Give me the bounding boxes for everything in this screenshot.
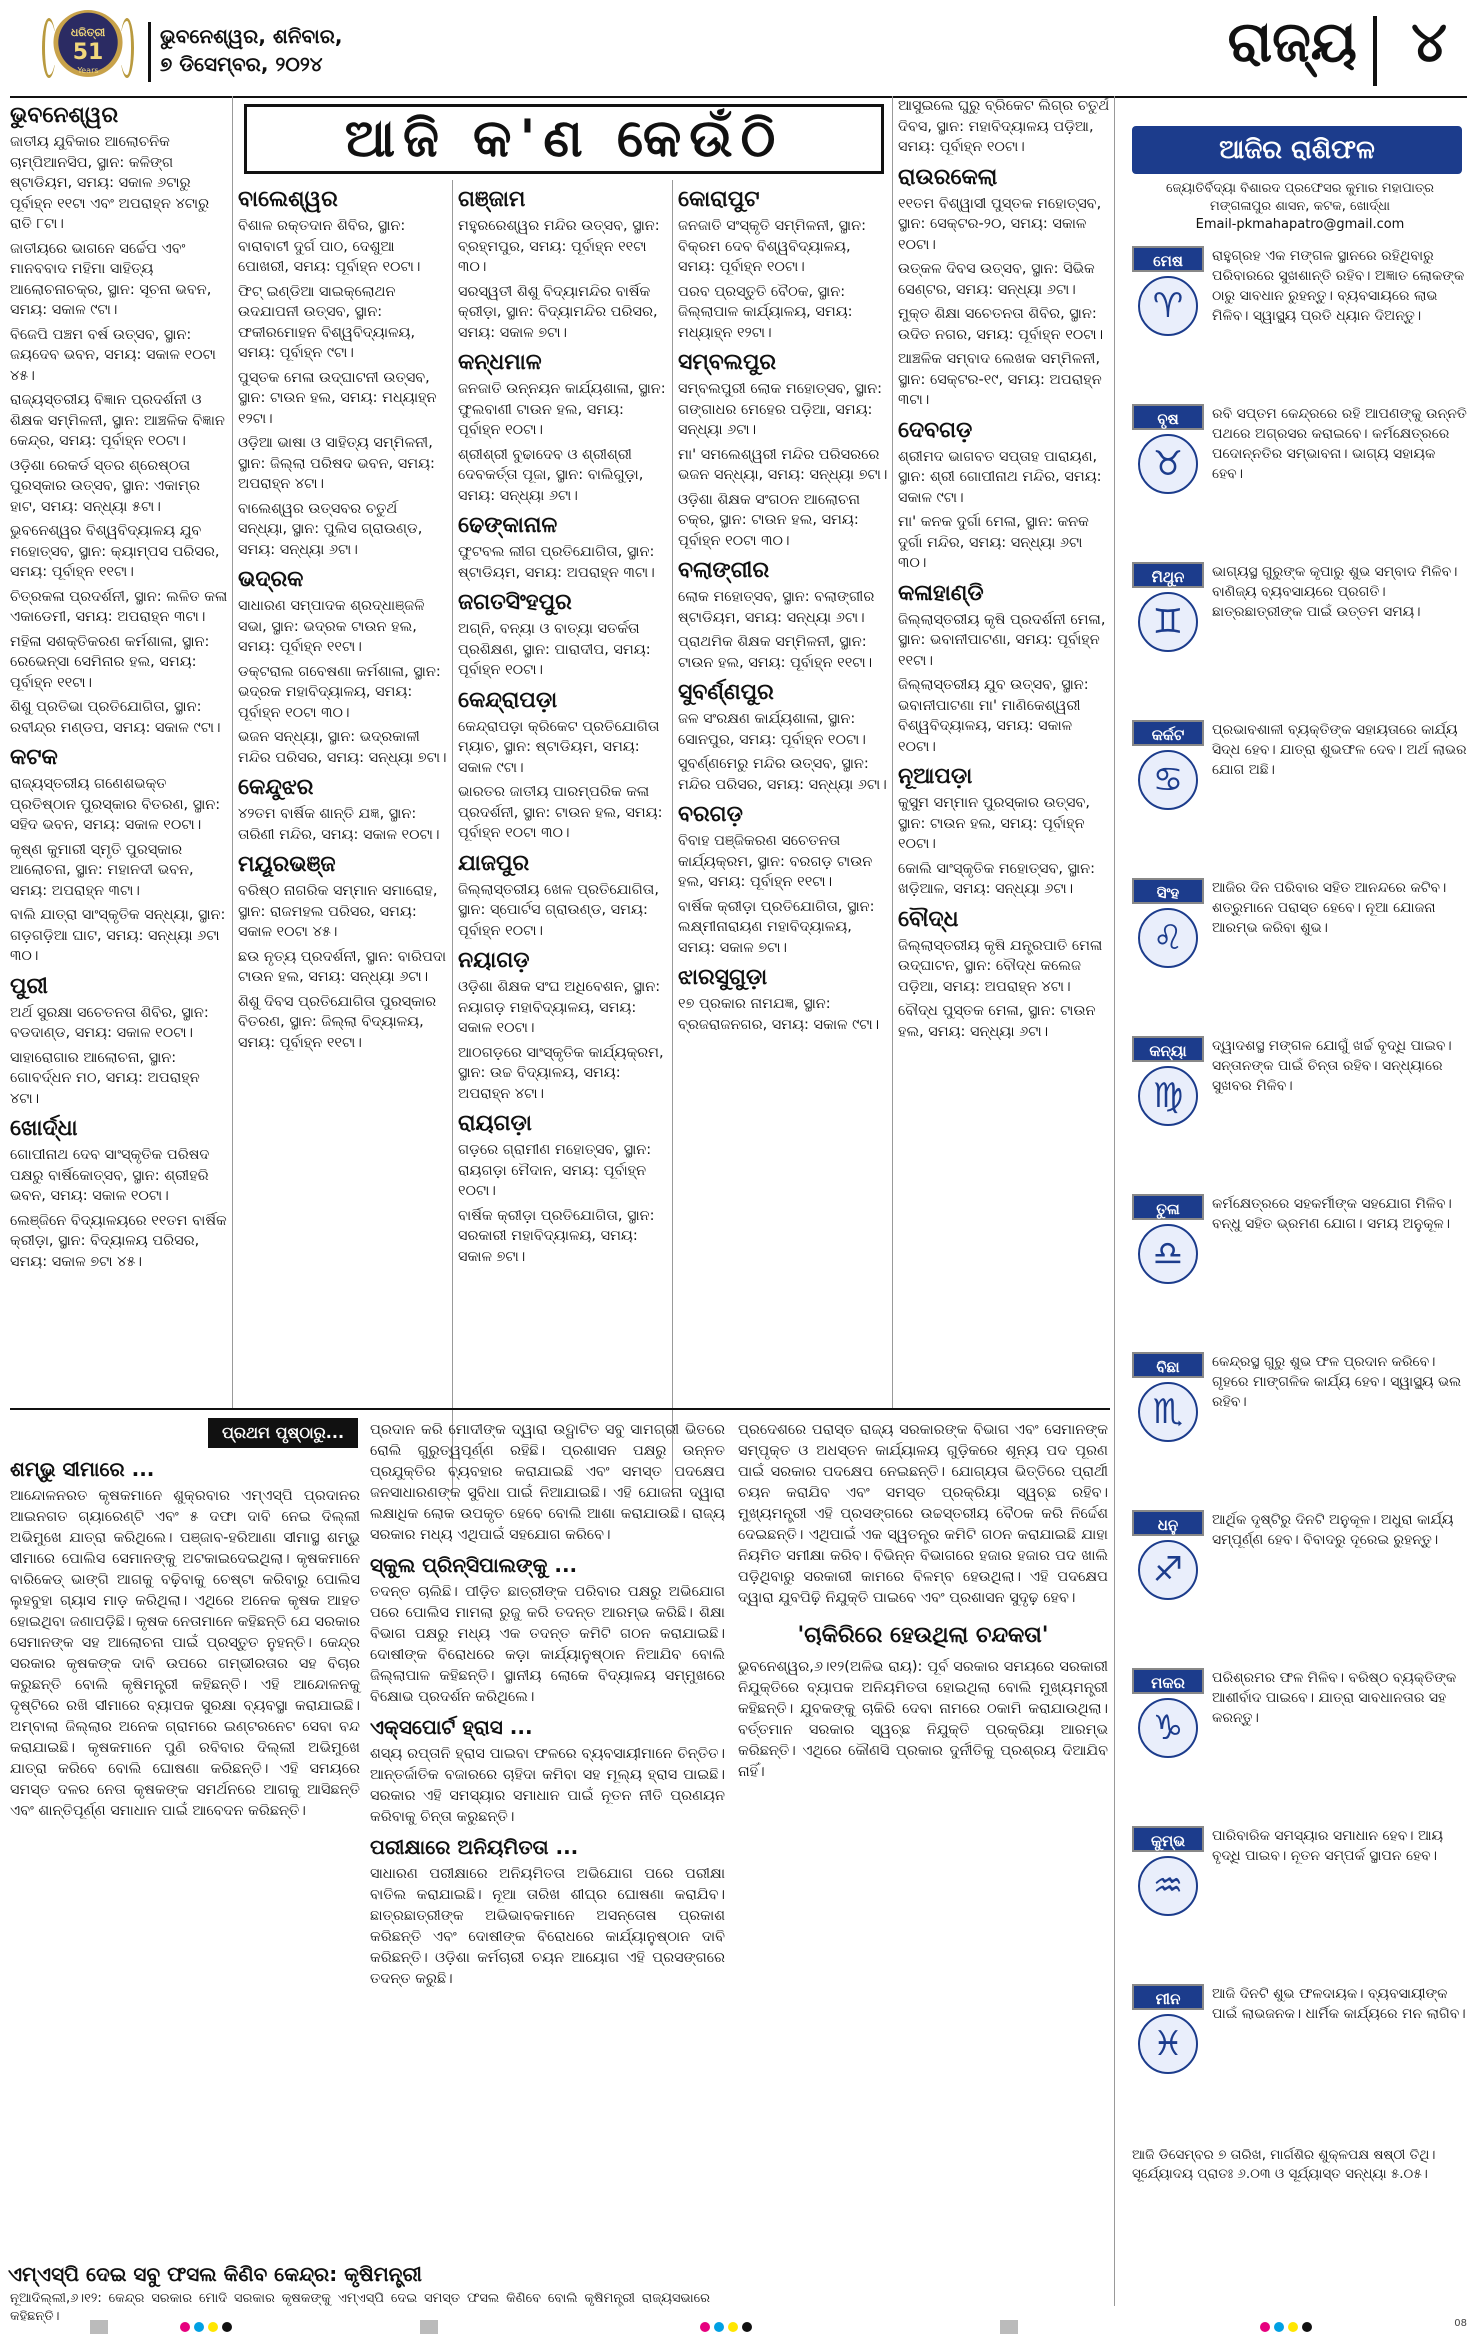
event-listing: ପରବ ପ୍ରସ୍ତୁତି ବୈଠକ, ସ୍ଥାନ: ଜିଲ୍ଲାପାଳ କାର୍ଯ୍ୟାଳୟ, ସମୟ: ମଧ୍ୟାହ୍ନ ୧୨ଟା। (678, 283, 853, 341)
zodiac-prediction: କର୍ମକ୍ଷେତ୍ରରେ ସହକର୍ମୀଙ୍କ ସହଯୋଗ ମିଳିବ। ବନ୍ଧୁ ସହିତ ଭ୍ରମଣ ଯୋଗ। ସମୟ ଅନୁକୂଳ। (1212, 1196, 1452, 1232)
event-listing: ଗଡ଼ରେ ଗ୍ରାମୀଣ ମହୋତ୍ସବ, ସ୍ଥାନ: ରାୟଗଡ଼ା ମୈଦାନ, ସମୟ: ପୂର୍ବାହ୍ନ ୧୦ଟା। (458, 1142, 652, 1199)
event-listing: ଜଳ ସଂରକ୍ଷଣ କାର୍ଯ୍ୟଶାଳା, ସ୍ଥାନ: ସୋନପୁର, ସମୟ: ପୂର୍ବାହ୍ନ ୧୦ଟା। (678, 711, 866, 748)
district-heading: ରାଉରକେଲା (898, 164, 998, 190)
zodiac-prediction: ଦ୍ୱାଦଶସ୍ଥ ମଙ୍ଗଳ ଯୋଗୁଁ ଖର୍ଚ୍ଚ ବୃଦ୍ଧି ପାଇବ। ସନ୍ତାନଙ୍କ ପାଇଁ ଚିନ୍ତା ରହିବ। ସନ୍ଧ୍ୟାରେ ସୁଖବର ମିଳିବ। (1212, 1038, 1452, 1094)
zodiac-entry (1132, 1036, 1472, 1186)
zodiac-entry (1132, 1984, 1472, 2134)
event-listing: ୧୧ତମ ବିଶ୍ୱାସୀ ପୁସ୍ତକ ମହୋତ୍ସବ, ସ୍ଥାନ: ସେକ୍ଟର-୨୦, ସମୟ: ସକାଳ ୧୦ଟା। (898, 195, 1102, 253)
column-divider (452, 180, 453, 1492)
magenta-swatch-icon (180, 2322, 190, 2332)
district-heading: ଭୁବନେଶ୍ୱର (10, 103, 119, 128)
district-heading: କଟକ (10, 745, 58, 770)
black-swatch-icon (222, 2322, 232, 2332)
event-listing: ଜାତୀୟ ଯୁବିକାର ଆଲୋଚନିକ ଚାମ୍ପିଆନସିପ, ସ୍ଥାନ: କଳିଙ୍ଗ ଷ୍ଟାଡିୟମ, ସମୟ: ସକାଳ ୬ଟାରୁ ପୂର୍ବାହ୍ନ ୧୧ଟା ଏବଂ ଅପରାହ୍ନ ୪ଟାରୁ ରାତି ୮ଟା। (10, 134, 210, 232)
article-body: ପ୍ରଦେଶରେ ପରାସ୍ତ ରାଜ୍ୟ ସରକାରଙ୍କ ବିଭାଗ ଏବଂ ସେମାନଙ୍କ ସମ୍ପୃକ୍ତ ଓ ଅଧସ୍ତନ କାର୍ଯ୍ୟାଳୟ ଗୁଡ଼ିକରେ ଶୂନ୍ୟ ପଦ ପୂରଣ ପାଇଁ ସରକାର ପଦକ୍ଷେପ ନେଇଛନ୍ତି। ଯୋଗ୍ୟତା ଭିତ୍ତିରେ ପ୍ରାର୍ଥୀ ଚୟନ କରାଯିବ ଏବଂ ସମସ୍ତ ପ୍ରକ୍ରିୟା ସ୍ୱଚ୍ଛ ରହିବ। ମୁଖ୍ୟମନ୍ତ୍ରୀ ଏହି ପ୍ରସଙ୍ଗରେ ଉଚ୍ଚସ୍ତରୀୟ ବୈଠକ କରି ନିର୍ଦ୍ଦେଶ ଦେଇଛନ୍ତି। ଏଥିପାଇଁ ଏକ ସ୍ୱତନ୍ତ୍ର କମିଟି ଗଠନ କରାଯାଇଛି ଯାହା ନିୟମିତ ସମୀକ୍ଷା କରିବ। ବିଭିନ୍ନ ବିଭାଗରେ ହଜାର ହଜାର ପଦ ଖାଲି ପଡ଼ିଥିବାରୁ ସରକାରୀ କାମରେ ବିଳମ୍ବ ହେଉଥିଲା। ଏହି ପଦକ୍ଷେପ ଦ୍ୱାରା ଯୁବପିଢ଼ି ନିଯୁକ୍ତି ପାଇବେ ଏବଂ ପ୍ରଶାସନ ସୁଦୃଢ଼ ହେବ। (738, 1422, 1108, 1606)
event-listing: ଭଜନ ସନ୍ଧ୍ୟା, ସ୍ଥାନ: ଭଦ୍ରକାଳୀ ମନ୍ଦିର ପରିସର, ସମୟ: ସନ୍ଧ୍ୟା ୭ଟା। (238, 729, 447, 766)
registration-bar (1000, 2320, 1018, 2334)
black-swatch-icon (1302, 2322, 1312, 2332)
event-listing: ଓଡ଼ିଶା ଶିକ୍ଷକ ସଂଗଠନ ଆଲୋଚନା ଚକ୍ର, ସ୍ଥାନ: ଟାଉନ ହଲ, ସମୟ: ପୂର୍ବାହ୍ନ ୧୦ଟା ୩୦। (678, 491, 860, 549)
panchang-note: ଆଜି ଡିସେମ୍ବର ୭ ତାରିଖ, ମାର୍ଗଶିର ଶୁକ୍ଳପକ୍ଷ ଷଷ୍ଠୀ ତିଥି। ସୂର୍ଯ୍ୟୋଦୟ ପ୍ରାତଃ ୬.୦୩ ଓ ସୂର୍ଯ୍ୟାସ୍ତ ସନ୍ଧ୍ୟା ୫.୦୫। (1132, 2147, 1436, 2182)
district-heading: ଯାଜପୁର (458, 850, 530, 876)
event-listing: ସରସ୍ୱତୀ ଶିଶୁ ବିଦ୍ୟାମନ୍ଦିର ବାର୍ଷିକ କ୍ରୀଡ଼ା, ସ୍ଥାନ: ବିଦ୍ୟାମନ୍ଦିର ପରିସର, ସମୟ: ସକାଳ ୭ଟା। (458, 283, 658, 341)
event-listing: ବାର୍ଷିକ କ୍ରୀଡ଼ା ପ୍ରତିଯୋଗିତା, ସ୍ଥାନ: ସରକାରୀ ମହାବିଦ୍ୟାଳୟ, ସମୟ: ସକାଳ ୭ଟା। (458, 1207, 655, 1265)
horoscope-panel (1120, 96, 1477, 2296)
event-listing: ଆଞ୍ଚଳିକ ସମ୍ବାଦ ଲେଖକ ସମ୍ମିଳନୀ, ସ୍ଥାନ: ସେକ୍ଟର-୧୯, ସମୟ: ଅପରାହ୍ନ ୩ଟା। (898, 351, 1102, 408)
zodiac-symbol-icon: ♊ (1138, 592, 1198, 652)
zodiac-symbol-icon: ♏ (1138, 1382, 1198, 1442)
bottom-column-3 (738, 1420, 1108, 2300)
dateline-divider (148, 22, 151, 82)
event-listing: ଜିଲ୍ଲାସ୍ତରୀୟ ଖେଳ ପ୍ରତିଯୋଗିତା, ସ୍ଥାନ: ସ୍ପୋର୍ଟସ ଗ୍ରାଉଣ୍ଡ, ସମୟ: ପୂର୍ବାହ୍ନ ୧୦ଟା। (458, 881, 659, 939)
event-listing: କୁସୁମ ସମ୍ମାନ ପୁରସ୍କାର ଉତ୍ସବ, ସ୍ଥାନ: ଟାଉନ ହଲ, ସମୟ: ପୂର୍ବାହ୍ନ ୧୦ଟା। (898, 795, 1090, 852)
event-listing: ପୁସ୍ତକ ମେଳା ଉଦ୍‌ଘାଟନୀ ଉତ୍ସବ, ସ୍ଥାନ: ଟାଉନ ହଲ, ସମୟ: ମଧ୍ୟାହ୍ନ ୧୨ଟା। (238, 369, 437, 427)
event-listing: ଭାରତର ଜାତୀୟ ପାରମ୍ପରିକ କଳା ପ୍ରଦର୍ଶନୀ, ସ୍ଥାନ: ଟାଉନ ହଲ, ସମୟ: ପୂର୍ବାହ୍ନ ୧୦ଟା ୩୦। (458, 784, 663, 841)
article-heading: ପରୀକ୍ଷାରେ ଅନିୟମିତତା ... (370, 1835, 579, 1859)
event-listing: ଜନଜାତି ଉନ୍ନୟନ କାର୍ଯ୍ୟଶାଳା, ସ୍ଥାନ: ଫୁଲବାଣୀ ଟାଉନ ହଲ, ସମୟ: ପୂର୍ବାହ୍ନ ୧୦ଟା। (458, 381, 666, 438)
event-listing: ରାଜ୍ୟସ୍ତରୀୟ ବିଜ୍ଞାନ ପ୍ରଦର୍ଶନୀ ଓ ଶିକ୍ଷକ ସମ୍ମିଳନୀ, ସ୍ଥାନ: ଆଞ୍ଚଳିକ ବିଜ୍ଞାନ କେନ୍ଦ୍ର, ସମୟ: ପୂର୍ବାହ୍ନ ୧୦ଟା। (10, 392, 225, 449)
event-listing: ଆଠଗଡ଼ରେ ସାଂସ୍କୃତିକ କାର୍ଯ୍ୟକ୍ରମ, ସ୍ଥାନ: ଉଚ୍ଚ ବିଦ୍ୟାଳୟ, ସମୟ: ଅପରାହ୍ନ ୪ଟା। (458, 1044, 664, 1102)
district-heading: କେନ୍ଦୁଝର (238, 775, 314, 800)
zodiac-symbol-icon: ♐ (1138, 1540, 1198, 1600)
yellow-swatch-icon (208, 2322, 218, 2332)
zodiac-name: କୁମ୍ଭ (1132, 1826, 1204, 1852)
logo-brand: ଧରିତ୍ରୀ (70, 26, 106, 39)
district-heading: ଢେଙ୍କାନାଳ (458, 513, 558, 538)
event-listing: ବାଲେଶ୍ୱର ଉତ୍ସବର ଚତୁର୍ଥ ସନ୍ଧ୍ୟା, ସ୍ଥାନ: ପୁଲିସ ଗ୍ରାଉଣ୍ଡ, ସମୟ: ସନ୍ଧ୍ୟା ୬ଟା। (238, 500, 423, 558)
zodiac-prediction: ଆଜିର ଦିନ ପରିବାର ସହିତ ଆନନ୍ଦରେ କଟିବ। ଶତ୍ରୁମାନେ ପରାସ୍ତ ହେବେ। ନୂଆ ଯୋଜନା ଆରମ୍ଭ କରିବା ଶୁଭ। (1212, 880, 1447, 936)
event-listing: ବାଲି ଯାତ୍ରା ସାଂସ୍କୃତିକ ସନ୍ଧ୍ୟା, ସ୍ଥାନ: ଗଡ଼ଗଡ଼ିଆ ଘାଟ, ସମୟ: ସନ୍ଧ୍ୟା ୬ଟା ୩୦। (10, 907, 226, 964)
event-listing: ୧୭ ପ୍ରକାର ନାମଯଜ୍ଞ, ସ୍ଥାନ: ବ୍ରଜରାଜନଗର, ସମୟ: ସକାଳ ୯ଟା। (678, 996, 880, 1033)
district-heading: ପୁରୀ (10, 973, 48, 999)
article-body: ପ୍ରଦାନ କରି ମୋଦୀଙ୍କ ଦ୍ୱାରା ଉଦ୍ଘାଟିତ ସବୁ ସାମଗ୍ରୀ ଭିତରେ ରୋଲି ଗୁରୁତ୍ୱପୂର୍ଣ୍ଣ ରହିଛି। ପ୍ରଶାସନ ପକ୍ଷରୁ ଉନ୍ନତ ପ୍ରଯୁକ୍ତିର ବ୍ୟବହାର କରାଯାଇଛି ଏବଂ ସମସ୍ତ ପଦକ୍ଷେପ ଜନସାଧାରଣଙ୍କ ସୁବିଧା ପାଇଁ ନିଆଯାଇଛି। ଏହି ଯୋଜନା ଦ୍ୱାରା ଲକ୍ଷାଧିକ ଲୋକ ଉପକୃତ ହେବେ ବୋଲି ଆଶା କରାଯାଉଛି। ରାଜ୍ୟ ସରକାର ମଧ୍ୟ ଏଥିପାଇଁ ସହଯୋଗ କରିବେ। (370, 1422, 725, 1543)
zodiac-name: ମୀନ (1132, 1984, 1204, 2010)
folio-code: 08 (1454, 2318, 1467, 2329)
page-number-divider (1373, 16, 1377, 86)
event-listing: କୋଲି ସାଂସ୍କୃତିକ ମହୋତ୍ସବ, ସ୍ଥାନ: ଖଡ଼ିଆଳ, ସମୟ: ସନ୍ଧ୍ୟା ୬ଟା। (898, 860, 1096, 897)
district-heading: ରାୟଗଡ଼ା (458, 1111, 532, 1136)
dateline-place-day: ଭୁବନେଶ୍ୱର, ଶନିବାର, (160, 24, 343, 48)
event-listing: ସାହାରୋଗାର ଆଲୋଚନା, ସ୍ଥାନ: ଗୋବର୍ଦ୍ଧନ ମଠ, ସମୟ: ଅପରାହ୍ନ ୪ଟା। (10, 1049, 200, 1107)
zodiac-symbol-icon: ♒ (1138, 1856, 1198, 1916)
event-listing: ଓଡ଼ିଆ ଭାଷା ଓ ସାହିତ୍ୟ ସମ୍ମିଳନୀ, ସ୍ଥାନ: ଜିଲ୍ଲା ପରିଷଦ ଭବନ, ସମୟ: ଅପରାହ୍ନ ୪ଟା। (238, 435, 435, 492)
astrologer-address: ମଙ୍ଗଳାପୁର ଶାସନ, କଟକ, ଖୋର୍ଦ୍ଧା (1210, 199, 1390, 214)
district-heading: ବଲାଙ୍ଗୀର (678, 558, 770, 583)
district-heading: ସମ୍ବଲପୁର (678, 350, 777, 375)
column-divider (892, 96, 893, 1408)
event-listing: ଲୋକ ମହୋତ୍ସବ, ସ୍ଥାନ: ବଲାଙ୍ଗୀର ଷ୍ଟାଡିୟମ, ସମୟ: ସନ୍ଧ୍ୟା ୬ଟା। (678, 589, 875, 626)
events-column-3 (458, 180, 668, 1406)
event-listing: ମୁକ୍ତ ଶିକ୍ଷା ସଚେତନତା ଶିବିର, ସ୍ଥାନ: ଉଦିତ ନଗର, ସମୟ: ପୂର୍ବାହ୍ନ ୧୦ଟା। (898, 306, 1104, 343)
laurel-right-icon (120, 18, 134, 78)
event-listing: ସାଧାରଣ ସମ୍ପାଦକ ଶ୍ରଦ୍ଧାଞ୍ଜଳି ସଭା, ସ୍ଥାନ: ଭଦ୍ରକ ଟାଉନ ହଲ, ସମୟ: ପୂର୍ବାହ୍ନ ୧୧ଟା। (238, 598, 425, 655)
event-listing: ଉତ୍କଳ ଦିବସ ଉତ୍ସବ, ସ୍ଥାନ: ସିଭିକ ସେଣ୍ଟର, ସମୟ: ସନ୍ଧ୍ୟା ୬ଟା। (898, 261, 1095, 298)
zodiac-prediction: ରବି ସପ୍ତମ କେନ୍ଦ୍ରରେ ରହି ଆପଣଙ୍କୁ ଉନ୍ନତି ପଥରେ ଅଗ୍ରସର କରାଇବେ। କର୍ମକ୍ଷେତ୍ରରେ ପଦୋନ୍ନତିର ସମ୍ଭାବନା। ଭାଗ୍ୟ ସହାୟକ ହେବ। (1212, 406, 1467, 482)
zodiac-prediction: ପାରିବାରିକ ସମସ୍ୟାର ସମାଧାନ ହେବ। ଆୟ ବୃଦ୍ଧି ପାଇବ। ନୂତନ ସମ୍ପର୍କ ସ୍ଥାପନ ହେବ। (1212, 1828, 1444, 1864)
event-listing: ଓଡ଼ିଶା ରେକର୍ଡ ସ୍ତର ଶ୍ରେଷ୍ଠତା ପୁରସ୍କାର ଉତ୍ସବ, ସ୍ଥାନ: ଏକାମ୍ର ହାଟ, ସମୟ: ସନ୍ଧ୍ୟା ୫ଟା। (10, 457, 200, 515)
cyan-swatch-icon (1274, 2322, 1284, 2332)
article-body: ସାଧାରଣ ପରୀକ୍ଷାରେ ଅନିୟମିତତା ଅଭିଯୋଗ ପରେ ପରୀକ୍ଷା ବାତିଲ କରାଯାଇଛି। ନୂଆ ତାରିଖ ଶୀଘ୍ର ଘୋଷଣା କରାଯିବ। ଛାତ୍ରଛାତ୍ରୀଙ୍କ ଅଭିଭାବକମାନେ ଅସନ୍ତୋଷ ପ୍ରକାଶ କରିଛନ୍ତି ଏବଂ ଦୋଷୀଙ୍କ ବିରୋଧରେ କାର୍ଯ୍ୟାନୁଷ୍ଠାନ ଦାବି କରିଛନ୍ତି। ଓଡ଼ିଶା କର୍ମଚାରୀ ଚୟନ ଆୟୋଗ ଏହି ପ୍ରସଙ୍ଗରେ ତଦନ୍ତ କରୁଛି। (370, 1866, 725, 1987)
print-footer (0, 2310, 1477, 2339)
event-listing: ଜନଜାତି ସଂସ୍କୃତି ସମ୍ମିଳନୀ, ସ୍ଥାନ: ବିକ୍ରମ ଦେବ ବିଶ୍ୱବିଦ୍ୟାଳୟ, ସମୟ: ପୂର୍ବାହ୍ନ ୧୦ଟା। (678, 218, 866, 275)
district-heading: ବରଗଡ଼ (678, 802, 743, 827)
zodiac-entry (1132, 1352, 1472, 1502)
event-listing: ଅର୍ଥ ସୁରକ୍ଷା ସଚେତନତା ଶିବିର, ସ୍ଥାନ: ବଡଦାଣ୍ଡ, ସମୟ: ସକାଳ ୧୦ଟା। (10, 1004, 209, 1041)
event-listing: ୪୨ତମ ବାର୍ଷିକ ଶାନ୍ତି ଯଜ୍ଞ, ସ୍ଥାନ: ତାରିଣୀ ମନ୍ଦିର, ସମୟ: ସକାଳ ୧୦ଟା। (238, 806, 440, 843)
district-heading: ଗଞ୍ଜାମ (458, 187, 526, 212)
black-swatch-icon (742, 2322, 752, 2332)
district-heading: କଳାହାଣ୍ଡି (898, 580, 984, 606)
article-heading: ଶମ୍ଭୁ ସୀମାରେ ... (10, 1457, 155, 1481)
district-heading: ବାଲେଶ୍ୱର (238, 187, 338, 212)
zodiac-entry (1132, 1510, 1472, 1660)
events-column-1 (10, 96, 228, 1406)
zodiac-symbol-icon: ♎ (1138, 1224, 1198, 1284)
zodiac-prediction: କେନ୍ଦ୍ରସ୍ଥ ଗୁରୁ ଶୁଭ ଫଳ ପ୍ରଦାନ କରିବେ। ଗୃହରେ ମାଙ୍ଗଳିକ କାର୍ଯ୍ୟ ହେବ। ସ୍ୱାସ୍ଥ୍ୟ ଭଲ ରହିବ। (1212, 1354, 1462, 1410)
zodiac-symbol-icon: ♈ (1138, 276, 1198, 336)
event-listing: ଜାତୀୟରେ ଭାଗନେ ସର୍ଚ୍ଚେପ ଏବଂ ମାନବବାଦ ମହିମା ସାହିତ୍ୟ ଆଲୋଚନାଚକ୍ର, ସ୍ଥାନ: ସୂଚନା ଭବନ, ସମୟ: ସକାଳ ୯ଟା। (10, 240, 212, 318)
registration-bar (420, 2320, 438, 2334)
event-listing: ସମ୍ବଲପୁରୀ ଲୋକ ମହୋତ୍ସବ, ସ୍ଥାନ: ଗଙ୍ଗାଧର ମେହେର ପଡ଼ିଆ, ସମୟ: ସନ୍ଧ୍ୟା ୬ଟା। (678, 381, 883, 438)
zodiac-symbol-icon: ♋ (1138, 750, 1198, 810)
zodiac-name: ମେଷ (1132, 246, 1204, 272)
zodiac-prediction: ଆର୍ଥିକ ଦୃଷ୍ଟିରୁ ଦିନଟି ଅନୁକୂଳ। ଅଧୁରା କାର୍ଯ୍ୟ ସମ୍ପୂର୍ଣ୍ଣ ହେବ। ବିବାଦରୁ ଦୂରେଇ ରୁହନ୍ତୁ। (1212, 1512, 1454, 1548)
zodiac-prediction: ରାହୁଗ୍ରହ ଏକ ମଙ୍ଗଳ ସ୍ଥାନରେ ରହିଥିବାରୁ ପରିବାରରେ ସୁଖଶାନ୍ତି ରହିବ। ଅଜ୍ଞାତ ଲୋକଙ୍କ ଠାରୁ ସାବଧାନ ରୁହନ୍ତୁ। ବ୍ୟବସାୟରେ ଲାଭ ମିଳିବ। ସ୍ୱାସ୍ଥ୍ୟ ପ୍ରତି ଧ୍ୟାନ ଦିଅନ୍ତୁ। (1212, 248, 1465, 324)
district-heading: ଭଦ୍ରକ (238, 567, 304, 592)
zodiac-entry (1132, 1194, 1472, 1344)
event-listing: ଓଡ଼ିଶା ଶିକ୍ଷକ ସଂଘ ଅଧିବେଶନ, ସ୍ଥାନ: ନୟାଗଡ଼ ମହାବିଦ୍ୟାଳୟ, ସମୟ: ସକାଳ ୧୦ଟା। (458, 979, 661, 1036)
zodiac-symbol-icon: ♌ (1138, 908, 1198, 968)
zodiac-name: ମକର (1132, 1668, 1204, 1694)
event-listing: ଜିଲ୍ଲାସ୍ତରୀୟ କୃଷି ପ୍ରଦର୍ଶନୀ ମେଳା, ସ୍ଥାନ: ଭବାନୀପାଟଣା, ସମୟ: ପୂର୍ବାହ୍ନ ୧୧ଟା। (898, 611, 1106, 669)
event-listing: କେନ୍ଦ୍ରାପଡ଼ା କ୍ରିକେଟ ପ୍ରତିଯୋଗିତା ମ୍ୟାଚ, ସ୍ଥାନ: ଷ୍ଟାଡିୟମ, ସମୟ: ସକାଳ ୯ଟା। (458, 718, 660, 776)
column-divider (672, 180, 673, 1492)
district-heading: ମୟୂରଭଞ୍ଜ (238, 852, 336, 877)
sub-article-body: ନୂଆଦିଲ୍ଲୀ,୬।୧୨: କେନ୍ଦ୍ର ସରକାର ମୋଦି ସରକାର କୃଷକଙ୍କୁ ଏମ୍‌ଏସ୍‌ପି ଦେଇ ସମସ୍ତ ଫସଲ କିଣିବେ ବୋଲି କୃଷିମନ୍ତ୍ରୀ ରାଜ୍ୟସଭାରେ କହିଛନ୍ତି। (10, 2291, 710, 2324)
event-listing: ଆସୁଇଲେ ଘୁରୁ ବ୍ରିକେଟ ଲିଗ୍‌ର ଚତୁର୍ଥ ଦିବସ, ସ୍ଥାନ: ମହାବିଦ୍ୟାଳୟ ପଡ଼ିଆ, ସମୟ: ପୂର୍ବାହ୍ନ ୧୦ଟା। (898, 98, 1110, 155)
event-listing: ମା' ସମଲେଶ୍ୱରୀ ମନ୍ଦିର ପରିସରରେ ଭଜନ ସନ୍ଧ୍ୟା, ସମୟ: ସନ୍ଧ୍ୟା ୭ଟା। (678, 446, 888, 483)
event-listing: ଶ୍ରୀମଦ ଭାଗବତ ସପ୍ତାହ ପାରାୟଣ, ସ୍ଥାନ: ଶ୍ରୀ ଗୋପୀନାଥ ମନ୍ଦିର, ସମୟ: ସକାଳ ୯ଟା। (898, 448, 1102, 506)
zodiac-entry (1132, 1826, 1472, 1976)
magenta-swatch-icon (1260, 2322, 1270, 2332)
zodiac-prediction: ଆଜି ଦିନଟି ଶୁଭ ଫଳଦାୟକ। ବ୍ୟବସାୟୀଙ୍କ ପାଇଁ ଲାଭଜନକ। ଧାର୍ମିକ କାର୍ଯ୍ୟରେ ମନ ଲାଗିବ। (1212, 1986, 1466, 2022)
zodiac-entry (1132, 562, 1472, 712)
zodiac-prediction: ପରିଶ୍ରମର ଫଳ ମିଳିବ। ବରିଷ୍ଠ ବ୍ୟକ୍ତିଙ୍କ ଆଶୀର୍ବାଦ ପାଇବେ। ଯାତ୍ରା ସାବଧାନତାର ସହ କରନ୍ତୁ। (1212, 1670, 1457, 1726)
dateline-date: ୭ ଡିସେମ୍ବର, ୨୦୨୪ (160, 52, 323, 76)
zodiac-name: ସିଂହ (1132, 878, 1204, 904)
event-listing: ଜିଲ୍ଲାସ୍ତରୀୟ କୃଷି ଯନ୍ତ୍ରପାତି ମେଳା ଉଦ୍‌ଘାଟନ, ସ୍ଥାନ: ବୌଦ୍ଧ କଲେଜ ପଡ଼ିଆ, ସମୟ: ଅପରାହ୍ନ ୪ଟା। (898, 937, 1103, 995)
page-number: ୪ (1411, 10, 1447, 75)
zodiac-name: ତୁଳା (1132, 1194, 1204, 1220)
zodiac-symbol-icon: ♓ (1138, 2014, 1198, 2074)
front-page-continued-tag: ପ୍ରଥମ ପୃଷ୍ଠାରୁ... (208, 1418, 358, 1448)
section-title: ରାଜ୍ୟ (1227, 10, 1357, 75)
event-listing: ଛଉ ନୃତ୍ୟ ପ୍ରଦର୍ଶନୀ, ସ୍ଥାନ: ବାରିପଦା ଟାଉନ ହଲ, ସମୟ: ସନ୍ଧ୍ୟା ୬ଟା। (238, 948, 447, 985)
event-listing: ଫିଟ୍ ଇଣ୍ଡିଆ ସାଇକ୍ଲୋଥନ ଉଦଯାପନୀ ଉତ୍ସବ, ସ୍ଥାନ: ଫକୀରମୋହନ ବିଶ୍ୱବିଦ୍ୟାଳୟ, ସମୟ: ପୂର୍ବାହ୍ନ ୯ଟା। (238, 283, 416, 361)
astrologer-name: ଜ୍ୟୋତିର୍ବିଦ୍ୟା ବିଶାରଦ ପ୍ରଫେସର କୁମାର ମହାପାତ୍ର (1166, 181, 1434, 196)
sub-headline: ଏମ୍‌ଏସ୍‌ପି ଦେଇ ସବୁ ଫସଲ କିଣିବ କେନ୍ଦ୍ର: କୃଷିମନ୍ତ୍ରୀ (8, 2262, 422, 2286)
article-body: ତଦନ୍ତ ଚାଲିଛି। ପୀଡ଼ିତ ଛାତ୍ରୀଙ୍କ ପରିବାର ପକ୍ଷରୁ ଅଭିଯୋଗ ପରେ ପୋଲିସ ମାମଲା ରୁଜୁ କରି ତଦନ୍ତ ଆରମ୍ଭ କରିଛି। ଶିକ୍ଷା ବିଭାଗ ପକ୍ଷରୁ ମଧ୍ୟ ଏକ ତଦନ୍ତ କମିଟି ଗଠନ କରାଯାଇଛି। ଦୋଷୀଙ୍କ ବିରୋଧରେ କଡ଼ା କାର୍ଯ୍ୟାନୁଷ୍ଠାନ ନିଆଯିବ ବୋଲି ଜିଲ୍ଲାପାଳ କହିଛନ୍ତି। ସ୍ଥାନୀୟ ଲୋକେ ବିଦ୍ୟାଳୟ ସମ୍ମୁଖରେ ବିକ୍ଷୋଭ ପ୍ରଦର୍ଶନ କରିଥିଲେ। (370, 1584, 725, 1705)
zodiac-name: କର୍କଟ (1132, 720, 1204, 746)
district-heading: ଝାରସୁଗୁଡ଼ା (678, 965, 768, 990)
article-body: ଆନ୍ଦୋଳନରତ କୃଷକମାନେ ଶୁକ୍ରବାର ଏମ୍‌ଏସ୍‌ପି ପ୍ରଦାନର ଆଇନଗତ ଗ୍ୟାରେଣ୍ଟି ଏବଂ ୫ ଦଫା ଦାବି ନେଇ ଦିଲ୍ଲୀ ଅଭିମୁଖେ ଯାତ୍ରା କରିଥିଲେ। ପଞ୍ଜାବ-ହରିଆଣା ସୀମାସ୍ଥ ଶମ୍ଭୁ ସୀମାରେ ପୋଲିସ ସେମାନଙ୍କୁ ଅଟକାଇଦେଇଥିଲା। କୃଷକମାନେ ବାରିକେଡ୍ ଭାଙ୍ଗି ଆଗକୁ ବଢ଼ିବାକୁ ଚେଷ୍ଟା କରିବାରୁ ପୋଲିସ ଲୁହବୁହା ଗ୍ୟାସ ମାଡ଼ କରିଥିଲା। ଏଥିରେ ଅନେକ କୃଷକ ଆହତ ହୋଇଥିବା ଜଣାପଡ଼ିଛି। କୃଷକ ନେତାମାନେ କହିଛନ୍ତି ଯେ ସରକାର ସେମାନଙ୍କ ସହ ଆଲୋଚନା ପାଇଁ ପ୍ରସ୍ତୁତ ନୁହନ୍ତି। କେନ୍ଦ୍ର ସରକାର କୃଷକଙ୍କ ଦାବି ଉପରେ ଗମ୍ଭୀରତାର ସହ ବିଚାର କରୁଛନ୍ତି ବୋଲି କୃଷିମନ୍ତ୍ରୀ କହିଛନ୍ତି। ଏହି ଆନ୍ଦୋଳନକୁ ଦୃଷ୍ଟିରେ ରଖି ସୀମାରେ ବ୍ୟାପକ ସୁରକ୍ଷା ବ୍ୟବସ୍ଥା କରାଯାଇଛି। ଅମ୍ବାଲା ଜିଲ୍ଲାର ଅନେକ ଗ୍ରାମରେ ଇଣ୍ଟରନେଟ ସେବା ବନ୍ଦ କରାଯାଇଛି। କୃଷକମାନେ ପୁଣି ରବିବାର ଦିଲ୍ଲୀ ଅଭିମୁଖେ ଯାତ୍ରା କରିବେ ବୋଲି ଘୋଷଣା କରିଛନ୍ତି। ଏହି ସମୟରେ ସମସ୍ତ ଦଳର ନେତା କୃଷକଙ୍କ ସମର୍ଥନରେ ଆଗକୁ ଆସିଛନ୍ତି ଏବଂ ଶାନ୍ତିପୂର୍ଣ୍ଣ ସମାଧାନ ପାଇଁ ଆବେଦନ କରିଛନ୍ତି। (10, 1488, 360, 1819)
article-heading: ସ୍କୁଲ ପ୍ରିନ୍ସିପାଲଙ୍କୁ ... (370, 1553, 578, 1577)
event-listing: ଭୁବନେଶ୍ୱର ବିଶ୍ୱବିଦ୍ୟାଳୟ ଯୁବ ମହୋତ୍ସବ, ସ୍ଥାନ: କ୍ୟାମ୍ପସ ପରିସର, ସମୟ: ପୂର୍ବାହ୍ନ ୧୧ଟା। (10, 523, 220, 580)
event-listing: ଅଗ୍ନି, ବନ୍ୟା ଓ ବାତ୍ୟା ସତର୍କତା ପ୍ରଶିକ୍ଷଣ, ସ୍ଥାନ: ପାରାଦୀପ, ସମୟ: ପୂର୍ବାହ୍ନ ୧୦ଟା। (458, 621, 651, 678)
event-listing: ଜିଲ୍ଲାସ୍ତରୀୟ ଯୁବ ଉତ୍ସବ, ସ୍ଥାନ: ଭବାନୀପାଟଣା ମା' ମାଣିକେଶ୍ୱରୀ ବିଶ୍ୱବିଦ୍ୟାଳୟ, ସମୟ: ସକାଳ ୧୦ଟା। (898, 677, 1089, 755)
event-listing: ଶିଶୁ ପ୍ରତିଭା ପ୍ରତିଯୋଗିତା, ସ୍ଥାନ: ରବୀନ୍ଦ୍ର ମଣ୍ଡପ, ସମୟ: ସକାଳ ୯ଟା। (10, 699, 221, 736)
event-listing: ରାଜ୍ୟସ୍ତରୀୟ ଗଣେଶଭକ୍ତ ପ୍ରତିଷ୍ଠାନ ପୁରସ୍କାର ବିତରଣ, ସ୍ଥାନ: ସହିଦ ଭବନ, ସମୟ: ସକାଳ ୧୦ଟା। (10, 776, 221, 833)
event-listing: ବରିଷ୍ଠ ନାଗରିକ ସମ୍ମାନ ସମାରୋହ, ସ୍ଥାନ: ରାଜମହଲ ପରିସର, ସମୟ: ସକାଳ ୧୦ଟା ୪୫। (238, 883, 438, 940)
column-divider (1114, 96, 1115, 2306)
event-listing: କୃଷ୍ଣ କୁମାରୀ ସ୍ମୃତି ପୁରସ୍କାର ଆଲୋଚନା, ସ୍ଥାନ: ମହାନଦୀ ଭବନ, ସମୟ: ଅପରାହ୍ନ ୩ଟା। (10, 841, 194, 899)
column-divider (232, 96, 233, 1408)
zodiac-entry (1132, 720, 1472, 870)
event-listing: ଲେଞ୍ଜିନେ ବିଦ୍ୟାଳୟରେ ୧୧ତମ ବାର୍ଷିକ କ୍ରୀଡ଼ା, ସ୍ଥାନ: ବିଦ୍ୟାଳୟ ପରିସର, ସମୟ: ସକାଳ ୭ଟା ୪୫। (10, 1212, 227, 1270)
newspaper-logo (40, 8, 136, 92)
article-heading: ଏକ୍ସପୋର୍ଟ ହ୍ରାସ ... (370, 1715, 533, 1739)
event-listing: ଶିଶୁ ଦିବସ ପ୍ରତିଯୋଗିତା ପୁରସ୍କାର ବିତରଣ, ସ୍ଥାନ: ଜିଲ୍ଲା ବିଦ୍ୟାଳୟ, ସମୟ: ପୂର୍ବାହ୍ନ ୧୧ଟା। (238, 993, 437, 1051)
district-heading: କେନ୍ଦ୍ରାପଡ଼ା (458, 687, 558, 713)
zodiac-symbol-icon: ♍ (1138, 1066, 1198, 1126)
section-rule (10, 1408, 1110, 1410)
zodiac-entry (1132, 1668, 1472, 1818)
article-body: ଭୁବନେଶ୍ୱର,୬।୧୨(ଅଳିଭ ରାୟ): ପୂର୍ବ ସରକାର ସମୟରେ ସରକାରୀ ନିଯୁକ୍ତିରେ ବ୍ୟାପକ ଅନିୟମିତତା ହୋଇଥିଲା ବୋଲି ମୁଖ୍ୟମନ୍ତ୍ରୀ କହିଛନ୍ତି। ଯୁବକଙ୍କୁ ଚାକିରି ଦେବା ନାମରେ ଠକାମି କରାଯାଉଥିଲା। ବର୍ତ୍ତମାନ ସରକାର ସ୍ୱଚ୍ଛ ନିଯୁକ୍ତି ପ୍ରକ୍ରିୟା ଆରମ୍ଭ କରିଛନ୍ତି। ଏଥିରେ କୌଣସି ପ୍ରକାର ଦୁର୍ନୀତିକୁ ପ୍ରଶ୍ରୟ ଦିଆଯିବ ନାହିଁ। (738, 1659, 1108, 1780)
bottom-column-2 (370, 1420, 725, 2260)
events-column-2 (238, 180, 448, 1406)
dateline (160, 22, 343, 78)
zodiac-prediction: ଭାଗ୍ୟସ୍ଥ ଗୁରୁଙ୍କ କୃପାରୁ ଶୁଭ ସମ୍ବାଦ ମିଳିବ। ବାଣିଜ୍ୟ ବ୍ୟବସାୟରେ ପ୍ରଗତି। ଛାତ୍ରଛାତ୍ରୀଙ୍କ ପାଇଁ ଉତ୍ତମ ସମୟ। (1212, 564, 1458, 620)
astrologer-credit (1140, 180, 1460, 234)
events-column-4 (678, 180, 888, 1406)
event-listing: ମହୁରରେଶ୍ୱର ମନ୍ଦିର ଉତ୍ସବ, ସ୍ଥାନ: ବ୍ରହ୍ମପୁର, ସମୟ: ପୂର୍ବାହ୍ନ ୧୧ଟା ୩୦। (458, 218, 660, 275)
event-listing: ବିଶାଳ ରକ୍ତଦାନ ଶିବିର, ସ୍ଥାନ: ବାରାବାଟୀ ଦୁର୍ଗ ପାଠ, ଦେଶୁଆ ପୋଖରୀ, ସମୟ: ପୂର୍ବାହ୍ନ ୧୦ଟା। (238, 218, 421, 275)
cyan-swatch-icon (714, 2322, 724, 2332)
event-listing: ବିଜେପି ପଞ୍ଚମ ବର୍ଷ ଉତ୍ସବ, ସ୍ଥାନ: ଜୟଦେବ ଭବନ, ସମୟ: ସକାଳ ୧୦ଟା ୪୫। (10, 326, 216, 384)
event-listing: ଶ୍ରୀଶ୍ରୀ ବୁଢାଦେବ ଓ ଶ୍ରୀଶ୍ରୀ ଦେବକର୍ତ୍ତା ପୂଜା, ସ୍ଥାନ: ବାଲିଗୁଡ଼ା, ସମୟ: ସନ୍ଧ୍ୟା ୬ଟା। (458, 446, 644, 504)
event-listing: ଫୁଟବଲ ଲୀଗ ପ୍ରତିଯୋଗିତା, ସ୍ଥାନ: ଷ୍ଟାଡିୟମ, ସମୟ: ଅପରାହ୍ନ ୩ଟା। (458, 544, 655, 581)
event-listing: ପ୍ରାଥମିକ ଶିକ୍ଷକ ସମ୍ମିଳନୀ, ସ୍ଥାନ: ଟାଉନ ହଲ, ସମୟ: ପୂର୍ବାହ୍ନ ୧୧ଟା। (678, 634, 873, 671)
events-banner: ଆଜି କ'ଣ କେଉଁଠି (244, 104, 884, 174)
district-heading: ସୁବର୍ଣ୍ଣପୁର (678, 680, 774, 705)
zodiac-entry (1132, 246, 1472, 396)
event-listing: ବିବାହ ପଞ୍ଜିକରଣ ସଚେତନତା କାର୍ଯ୍ୟକ୍ରମ, ସ୍ଥାନ: ବରଗଡ଼ ଟାଉନ ହଲ, ସମୟ: ପୂର୍ବାହ୍ନ ୧୧ଟା। (678, 833, 873, 890)
article-heading (8, 2262, 708, 2286)
astrologer-email: Email-pkmahapatro@gmail.com (1195, 217, 1405, 232)
event-listing: ସୁବର୍ଣ୍ଣମେରୁ ମନ୍ଦିର ଉତ୍ସବ, ସ୍ଥାନ: ମନ୍ଦିର ପରିସର, ସମୟ: ସନ୍ଧ୍ୟା ୬ଟା। (678, 756, 887, 793)
logo-years-label: Years (77, 66, 99, 75)
event-listing: ଚିତ୍ରକଳା ପ୍ରଦର୍ଶନୀ, ସ୍ଥାନ: ଲଳିତ କଳା ଏକାଡେମୀ, ସମୟ: ଅପରାହ୍ନ ୩ଟା। (10, 588, 228, 625)
zodiac-name: ବୃଷ (1132, 404, 1204, 430)
registration-bar (90, 2320, 108, 2334)
article-body: ଶସ୍ୟ ରପ୍ତାନି ହ୍ରାସ ପାଇବା ଫଳରେ ବ୍ୟବସାୟୀମାନେ ଚିନ୍ତିତ। ଆନ୍ତର୍ଜାତିକ ବଜାରରେ ଚାହିଦା କମିବା ସହ ମୂଲ୍ୟ ହ୍ରାସ ପାଇଛି। ସରକାର ଏହି ସମସ୍ୟାର ସମାଧାନ ପାଇଁ ନୂତନ ନୀତି ପ୍ରଣୟନ କରିବାକୁ ଚିନ୍ତା କରୁଛନ୍ତି। (370, 1746, 725, 1825)
event-listing: ମହିଳା ସଶକ୍ତିକରଣ କର୍ମଶାଳା, ସ୍ଥାନ: ରେଭେନ୍ସା ସେମିନାର ହଲ, ସମୟ: ପୂର୍ବାହ୍ନ ୧୧ଟା। (10, 633, 210, 691)
zodiac-name: କନ୍ୟା (1132, 1036, 1204, 1062)
district-heading: ବୌଦ୍ଧ (898, 906, 959, 932)
event-listing: ଗୋପୀନାଥ ଦେବ ସାଂସ୍କୃତିକ ପରିଷଦ ପକ୍ଷରୁ ବାର୍ଷିକୋତ୍ସବ, ସ୍ଥାନ: ଶ୍ରୀହରି ଭବନ, ସମୟ: ସକାଳ ୧୦ଟା। (10, 1147, 210, 1204)
zodiac-entry (1132, 404, 1472, 554)
event-listing: ମା' କନକ ଦୁର୍ଗା ମେଳା, ସ୍ଥାନ: କନକ ଦୁର୍ଗା ମନ୍ଦିର, ସମୟ: ସନ୍ଧ୍ୟା ୬ଟା ୩୦। (898, 514, 1089, 571)
events-column-5 (898, 96, 1110, 1406)
cyan-swatch-icon (194, 2322, 204, 2332)
logo-anniversary-number: 51 (72, 40, 104, 65)
zodiac-name: ମିଥୁନ (1132, 562, 1204, 588)
district-heading: ଦେବଗଡ଼ (898, 417, 973, 443)
district-heading: କନ୍ଧମାଳ (458, 350, 542, 375)
event-listing: ବୌଦ୍ଧ ପୁସ୍ତକ ମେଳା, ସ୍ଥାନ: ଟାଉନ ହଲ, ସମୟ: ସନ୍ଧ୍ୟା ୬ଟା। (898, 1003, 1096, 1040)
yellow-swatch-icon (1288, 2322, 1298, 2332)
article-heading: 'ଚାକିରିରେ ହେଉଥିଲା ଚନ୍ଦକତା' (797, 1623, 1049, 1648)
district-heading: ଖୋର୍ଦ୍ଧା (10, 1116, 78, 1141)
zodiac-prediction: ପ୍ରଭାବଶାଳୀ ବ୍ୟକ୍ତିଙ୍କ ସହାୟତାରେ କାର୍ଯ୍ୟ ସିଦ୍ଧ ହେବ। ଯାତ୍ରା ଶୁଭଫଳ ଦେବ। ଅର୍ଥ ଲାଭର ଯୋଗ ଅଛି। (1212, 722, 1467, 778)
zodiac-name: ଧନୁ (1132, 1510, 1204, 1536)
district-heading: ନୂଆପଡ଼ା (898, 764, 973, 789)
district-heading: ଜଗତସିଂହପୁର (458, 590, 572, 615)
district-heading: କୋରାପୁଟ (678, 187, 760, 212)
zodiac-name: ବିଛା (1132, 1352, 1204, 1378)
yellow-swatch-icon (728, 2322, 738, 2332)
zodiac-entry (1132, 878, 1472, 1028)
district-heading: ନୟାଗଡ଼ (458, 948, 530, 973)
bottom-column-1 (10, 1450, 360, 2250)
zodiac-symbol-icon: ♑ (1138, 1698, 1198, 1758)
event-listing: ବାର୍ଷିକ କ୍ରୀଡ଼ା ପ୍ରତିଯୋଗିତା, ସ୍ଥାନ: ଲକ୍ଷ୍ମୀନାରାୟଣ ମହାବିଦ୍ୟାଳୟ, ସମୟ: ସକାଳ ୭ଟା। (678, 898, 875, 956)
event-listing: ଡକ୍ଟରାଲ ଗବେଷଣା କର୍ମଶାଳା, ସ୍ଥାନ: ଭଦ୍ରକ ମହାବିଦ୍ୟାଳୟ, ସମୟ: ପୂର୍ବାହ୍ନ ୧୦ଟା ୩୦। (238, 663, 441, 721)
magenta-swatch-icon (700, 2322, 710, 2332)
masthead (0, 0, 1477, 100)
zodiac-symbol-icon: ♉ (1138, 434, 1198, 494)
horoscope-title: ଆଜିର ରାଶିଫଳ (1132, 126, 1462, 174)
